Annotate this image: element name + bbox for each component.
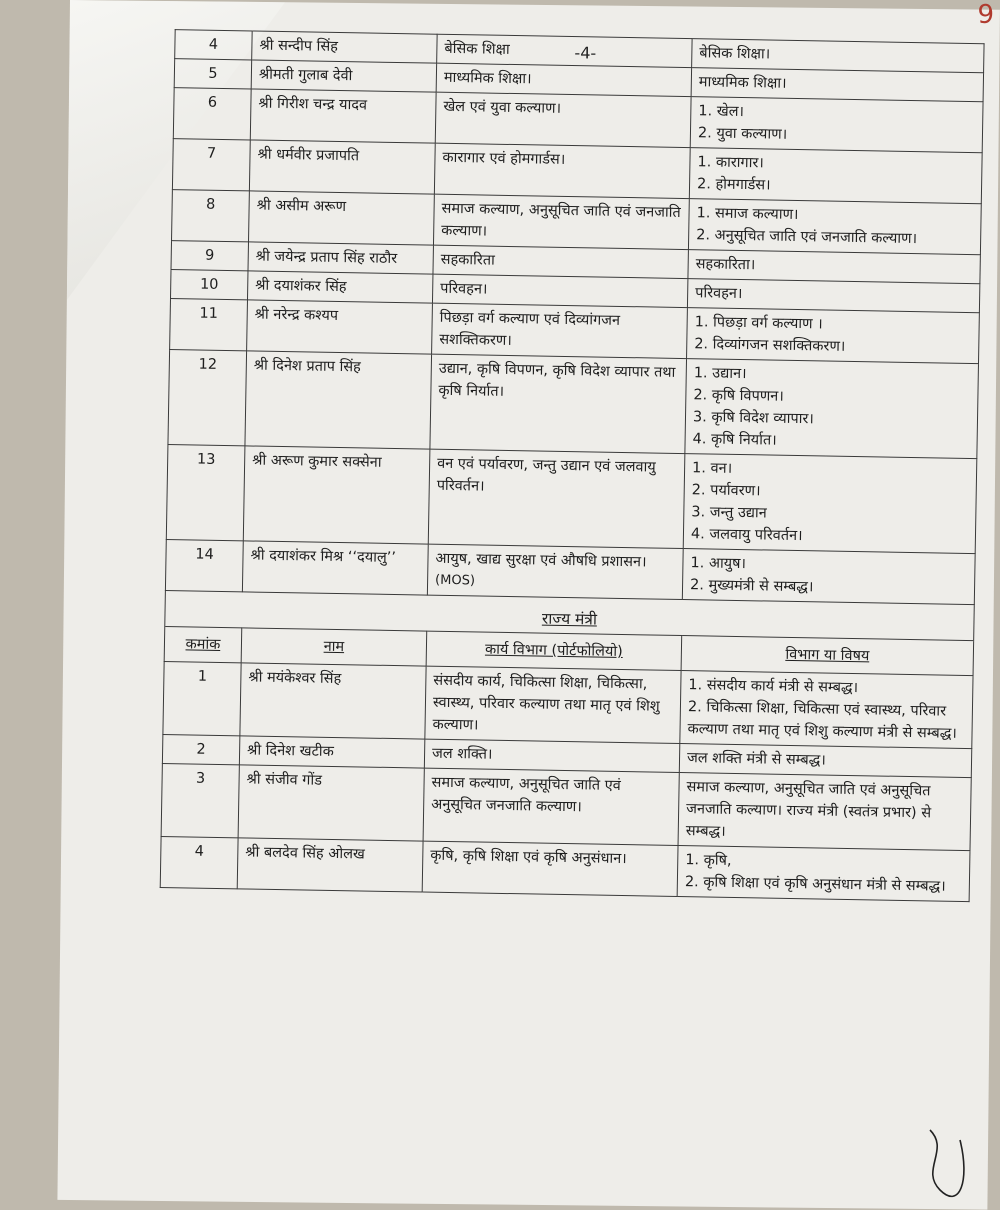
subject-item: समाज कल्याण, अनुसूचित जाति एवं अनुसूचित जनजाति कल्याण। राज्य मंत्री (स्वतंत्र प्रभार) से सम्बद्ध। <box>685 779 932 840</box>
minister-name: श्री जयेन्द्र प्रताप सिंह राठौर <box>248 242 433 274</box>
subjects-list <box>696 202 974 251</box>
row-number: 13 <box>166 445 245 541</box>
minister-name: श्री अरूण कुमार सक्सेना <box>243 446 430 544</box>
minister-name: श्री नरेन्द्र कश्यप <box>247 300 433 354</box>
portfolio-cell <box>422 841 678 896</box>
cabinet-rows <box>165 30 984 605</box>
row-number: 6 <box>173 88 251 140</box>
row-number: 4 <box>175 30 252 60</box>
minister-name: श्री मयंकेश्वर सिंह <box>240 663 426 739</box>
subjects-list <box>686 776 964 847</box>
subject-item: 2. चिकित्सा शिक्षा, चिकित्सा एवं स्वास्थ्य, परिवार कल्याण तथा मातृ एवं शिशु कल्याण मंत्री से सम्बद्ध। <box>687 699 958 742</box>
table-row <box>166 445 977 554</box>
header-no: कमांक <box>164 627 242 663</box>
row-number: 3 <box>161 763 239 837</box>
portfolio-cell <box>435 92 691 147</box>
portfolio-text: बेसिक शिक्षा <box>444 40 510 58</box>
subject-item: 2. कृषि विपणन। <box>693 387 784 405</box>
row-number: 8 <box>172 190 250 242</box>
row-number: 10 <box>170 270 247 300</box>
row-number: 4 <box>160 836 238 888</box>
state-minister-rows <box>160 662 973 902</box>
row-number: 9 <box>171 241 248 271</box>
portfolio-cell <box>427 544 683 599</box>
portfolio-text: जल शक्ति। <box>431 745 493 763</box>
minister-name: श्री दयाशंकर मिश्र ‘‘दयालु’’ <box>242 541 428 595</box>
subject-item: माध्यमिक शिक्षा। <box>698 74 787 92</box>
subject-item: 3. जन्तु उद्यान <box>691 504 767 522</box>
minister-name: श्री दिनेश खटीक <box>239 736 424 768</box>
subject-item: सहकारिता। <box>695 256 756 274</box>
portfolio-cell <box>424 739 679 772</box>
subjects-cell <box>677 846 970 902</box>
subject-item: 4. जलवायु परिवर्तन। <box>690 526 803 545</box>
subjects-list <box>690 552 968 601</box>
portfolio-text: परिवहन। <box>440 280 488 298</box>
subject-item: 4. कृषि निर्यात। <box>692 431 777 449</box>
subjects-list <box>699 42 976 69</box>
subject-item: 2. मुख्यमंत्री से सम्बद्ध। <box>689 577 814 596</box>
portfolio-text: समाज कल्याण, अनुसूचित जाति एवं अनुसूचित जनजाति कल्याण। <box>431 774 621 816</box>
subjects-cell <box>683 454 977 554</box>
subject-item: 1. वन। <box>691 460 733 477</box>
portfolio-text: कारागार एवं होमगार्डस। <box>442 149 566 168</box>
subjects-cell <box>688 199 981 255</box>
header-subjects: विभाग या विषय <box>681 636 974 676</box>
subject-item: 2. अनुसूचित जाति एवं जनजाति कल्याण। <box>696 227 918 248</box>
minister-name: श्री बलदेव सिंह ओलख <box>237 838 423 892</box>
portfolio-cell <box>425 666 681 743</box>
subjects-cell <box>687 308 980 364</box>
portfolio-text: सहकारिता <box>440 251 495 269</box>
minister-name: श्री धर्मवीर प्रजापति <box>249 140 435 194</box>
subjects-cell <box>690 97 983 153</box>
document-page <box>57 0 1000 1210</box>
subjects-list <box>695 282 972 309</box>
portfolio-text: पिछड़ा वर्ग कल्याण एवं दिव्यांगजन सशक्तिकरण। <box>439 309 621 350</box>
portfolio-cell <box>428 449 685 548</box>
portfolio-cell <box>436 63 691 96</box>
portfolio-text: संसदीय कार्य, चिकित्सा शिक्षा, चिकित्सा, स्वास्थ्य, परिवार कल्याण तथा मातृ एवं शिशु कल्याण। <box>432 672 660 734</box>
row-number: 14 <box>165 540 243 592</box>
row-number: 12 <box>168 350 247 446</box>
minister-name: श्री असीम अरूण <box>248 191 434 245</box>
page-number: -4- <box>574 43 597 63</box>
minister-name: श्री सन्दीप सिंह <box>252 31 437 63</box>
portfolio-cell <box>432 274 687 307</box>
portfolio-text: वन एवं पर्यावरण, जन्तु उद्यान एवं जलवायु परिवर्तन। <box>436 455 656 495</box>
portfolio-text: खेल एवं युवा कल्याण। <box>443 98 562 117</box>
subject-item: बेसिक शिक्षा। <box>699 45 771 63</box>
subject-item: 2. होमगार्डस। <box>696 176 771 194</box>
subject-item: 2. युवा कल्याण। <box>697 125 788 143</box>
portfolio-cell <box>430 354 687 453</box>
subject-item: 2. पर्यावरण। <box>691 482 761 500</box>
subjects-list <box>699 71 976 98</box>
subjects-list <box>694 311 972 360</box>
subject-item: 1. उद्यान। <box>693 365 747 383</box>
header-name: नाम <box>241 628 427 666</box>
portfolio-text: उद्यान, कृषि विपणन, कृषि विदेश व्यापार तथा कृषि निर्यात। <box>438 360 676 400</box>
section-title: राज्य मंत्री <box>165 591 975 641</box>
minister-name: श्रीमती गुलाब देवी <box>251 60 436 92</box>
portfolio-note: (MOS) <box>434 572 476 589</box>
row-number: 11 <box>170 299 248 351</box>
subject-item: परिवहन। <box>695 285 743 303</box>
row-number: 5 <box>174 59 251 89</box>
portfolio-cell <box>433 245 688 278</box>
table-row <box>168 350 979 459</box>
row-number: 2 <box>162 734 239 764</box>
subjects-cell <box>678 773 971 851</box>
minister-name: श्री दयाशंकर सिंह <box>247 271 432 303</box>
subject-item: 2. दिव्यांगजन सशक्तिकरण। <box>694 336 846 355</box>
subjects-list <box>697 151 975 200</box>
ministers-table <box>160 29 985 902</box>
portfolio-cell <box>433 194 689 249</box>
subjects-list <box>695 253 972 280</box>
subject-item: 1. कारागार। <box>697 154 764 172</box>
subject-item: 1. संसदीय कार्य मंत्री से सम्बद्ध। <box>688 677 859 697</box>
subject-item: 3. कृषि विदेश व्यापार। <box>692 409 814 428</box>
table-row <box>161 763 971 850</box>
subjects-cell <box>689 148 982 204</box>
header-portfolio: कार्य विभाग (पोर्टफोलियो) <box>426 631 682 670</box>
portfolio-cell <box>432 303 688 358</box>
subject-item: 1. पिछड़ा वर्ग कल्याण । <box>694 314 823 333</box>
portfolio-cell <box>437 34 692 67</box>
subjects-list <box>698 100 976 149</box>
subjects-list <box>691 457 969 550</box>
subject-item: 2. कृषि शिक्षा एवं कृषि अनुसंधान मंत्री से सम्बद्ध। <box>684 874 946 895</box>
subjects-list <box>687 674 965 745</box>
signature-mark <box>910 1110 990 1200</box>
subject-item: 1. समाज कल्याण। <box>696 205 799 224</box>
subjects-list <box>687 747 964 774</box>
subject-item: 1. खेल। <box>698 103 745 121</box>
subject-item: 1. आयुष। <box>690 555 747 573</box>
table-row <box>163 662 973 749</box>
row-number: 7 <box>172 139 250 191</box>
corner-mark: 9 <box>977 0 994 30</box>
subjects-cell <box>682 549 975 605</box>
subject-item: 1. कृषि, <box>685 852 732 869</box>
subjects-list <box>692 362 970 455</box>
row-number: 1 <box>163 662 241 736</box>
portfolio-text: समाज कल्याण, अनुसूचित जाति एवं जनजाति कल्याण। <box>441 200 681 240</box>
portfolio-text: आयुष, खाद्य सुरक्षा एवं औषधि प्रशासन। <box>435 550 647 571</box>
subjects-list <box>685 849 963 898</box>
portfolio-cell <box>434 143 690 198</box>
portfolio-cell <box>423 768 679 845</box>
subjects-cell <box>685 359 979 459</box>
portfolio-text: माध्यमिक शिक्षा। <box>443 69 532 88</box>
minister-name: श्री गिरीश चन्द्र यादव <box>250 89 436 143</box>
portfolio-text: कृषि, कृषि शिक्षा एवं कृषि अनुसंधान। <box>430 847 627 868</box>
subject-item: जल शक्ति मंत्री से सम्बद्ध। <box>686 750 826 769</box>
minister-name: श्री दिनेश प्रताप सिंह <box>245 351 432 449</box>
minister-name: श्री संजीव गोंड <box>238 765 424 841</box>
subjects-cell <box>680 671 973 749</box>
